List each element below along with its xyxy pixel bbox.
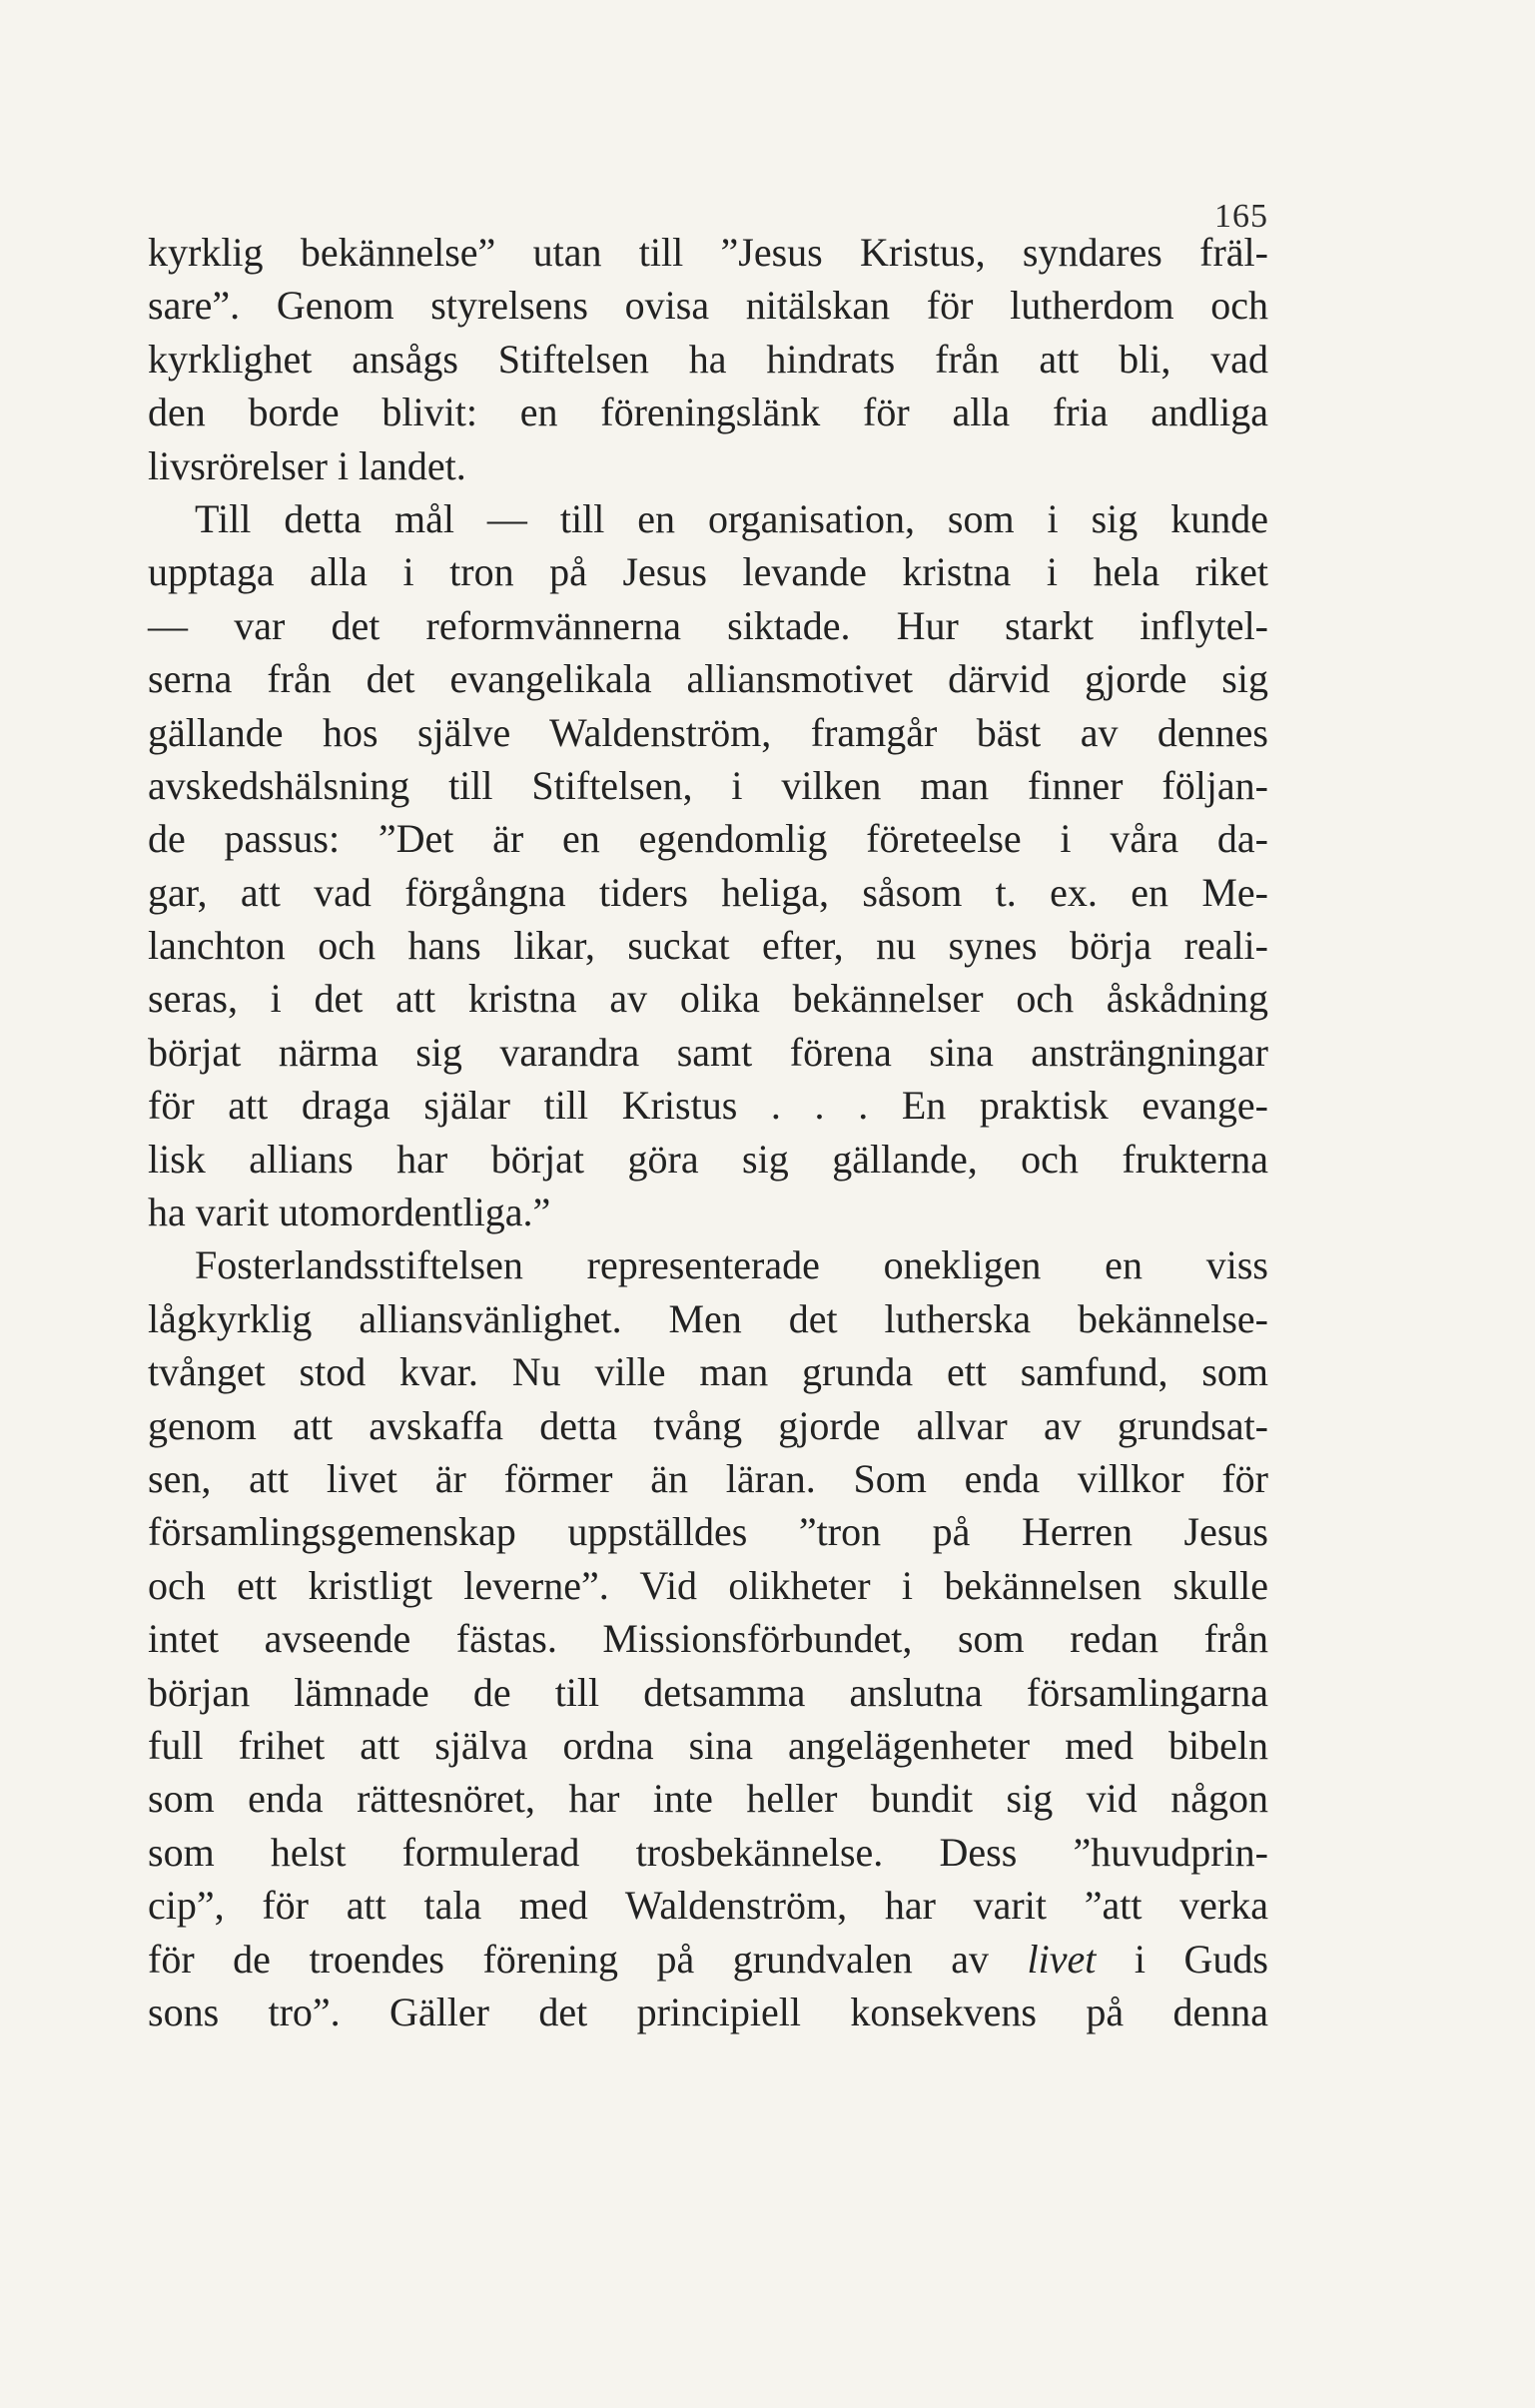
text-line: Fosterlandsstiftelsen representerade onekligen en viss <box>195 1242 1268 1288</box>
text-line: livsrörelser i landet. <box>148 442 466 488</box>
text-line: seras, i det att kristna av olika bekännelser och åskådning <box>148 976 1268 1022</box>
text-line: sen, att livet är förmer än läran. Som enda villkor för <box>148 1455 1268 1501</box>
text-line: gällande hos själve Waldenström, framgår bäst av dennes <box>148 709 1268 755</box>
text-line: lågkyrklig alliansvänlighet. Men det lutherska bekännelse- <box>148 1295 1268 1341</box>
text-line: lisk allians har börjat göra sig gällande, och frukterna <box>148 1136 1268 1182</box>
text-segment: i Guds <box>1096 1936 1269 1982</box>
text-line: genom att avskaffa detta tvång gjorde allvar av grundsat- <box>148 1402 1268 1448</box>
text-line: serna från det evangelikala alliansmotivet därvid gjorde sig <box>148 656 1268 702</box>
text-line: gar, att vad förgångna tiders heliga, såsom t. ex. en Me- <box>148 869 1268 915</box>
text-line: tvånget stod kvar. Nu ville man grunda ett samfund, som <box>148 1349 1268 1395</box>
text-line: för att draga själar till Kristus . . . En praktisk evange- <box>148 1083 1268 1129</box>
text-line: den borde blivit: en föreningslänk för alla fria andliga <box>148 390 1268 435</box>
text-line: full frihet att själva ordna sina angelägenheter med bibeln <box>148 1722 1268 1768</box>
text-line: som helst formulerad trosbekännelse. Dess ”huvudprin- <box>148 1829 1268 1875</box>
text-segment: för de troendes förening på grundvalen av <box>148 1936 1028 1982</box>
text-line <box>148 1933 1268 1986</box>
text-line: ha varit utomordentliga.” <box>148 1190 551 1235</box>
body-text <box>148 226 1268 2038</box>
text-line: sare”. Genom styrelsens ovisa nitälskan för lutherdom och <box>148 283 1268 329</box>
text-line: upptaga alla i tron på Jesus levande kristna i hela riket <box>148 549 1268 595</box>
text-line: sons tro”. Gäller det principiell konsekvens på denna <box>148 1989 1268 2034</box>
text-line: som enda rättesnöret, har inte heller bundit sig vid någon <box>148 1776 1268 1822</box>
text-line: kyrklighet ansågs Stiftelsen ha hindrats från att bli, vad <box>148 336 1268 382</box>
text-line: börjat närma sig varandra samt förena sina ansträngningar <box>148 1029 1268 1075</box>
text-line: församlingsgemenskap uppställdes ”tron på Herren Jesus <box>148 1509 1268 1555</box>
italic-emphasis: livet <box>1027 1936 1097 1982</box>
text-line: avskedshälsning till Stiftelsen, i vilken man finner följan- <box>148 762 1268 808</box>
text-line: Till detta mål — till en organisation, som i sig kunde <box>195 495 1268 541</box>
text-line: intet avseende fästas. Missionsförbundet, som redan från <box>148 1616 1268 1662</box>
text-line: kyrklig bekännelse” utan till ”Jesus Kristus, syndares fräl- <box>148 230 1268 275</box>
text-line: och ett kristligt leverne”. Vid olikheter i bekännelsen skulle <box>148 1562 1268 1608</box>
text-line: början lämnade de till detsamma anslutna församlingarna <box>148 1669 1268 1715</box>
text-line: de passus: ”Det är en egendomlig företeelse i våra da- <box>148 816 1268 862</box>
text-line: — var det reformvännerna siktade. Hur starkt inflytel- <box>148 602 1268 648</box>
text-line: lanchton och hans likar, suckat efter, nu synes börja reali- <box>148 923 1268 969</box>
text-line: cip”, för att tala med Waldenström, har varit ”att verka <box>148 1883 1268 1929</box>
page-number: 165 <box>1214 198 1268 235</box>
